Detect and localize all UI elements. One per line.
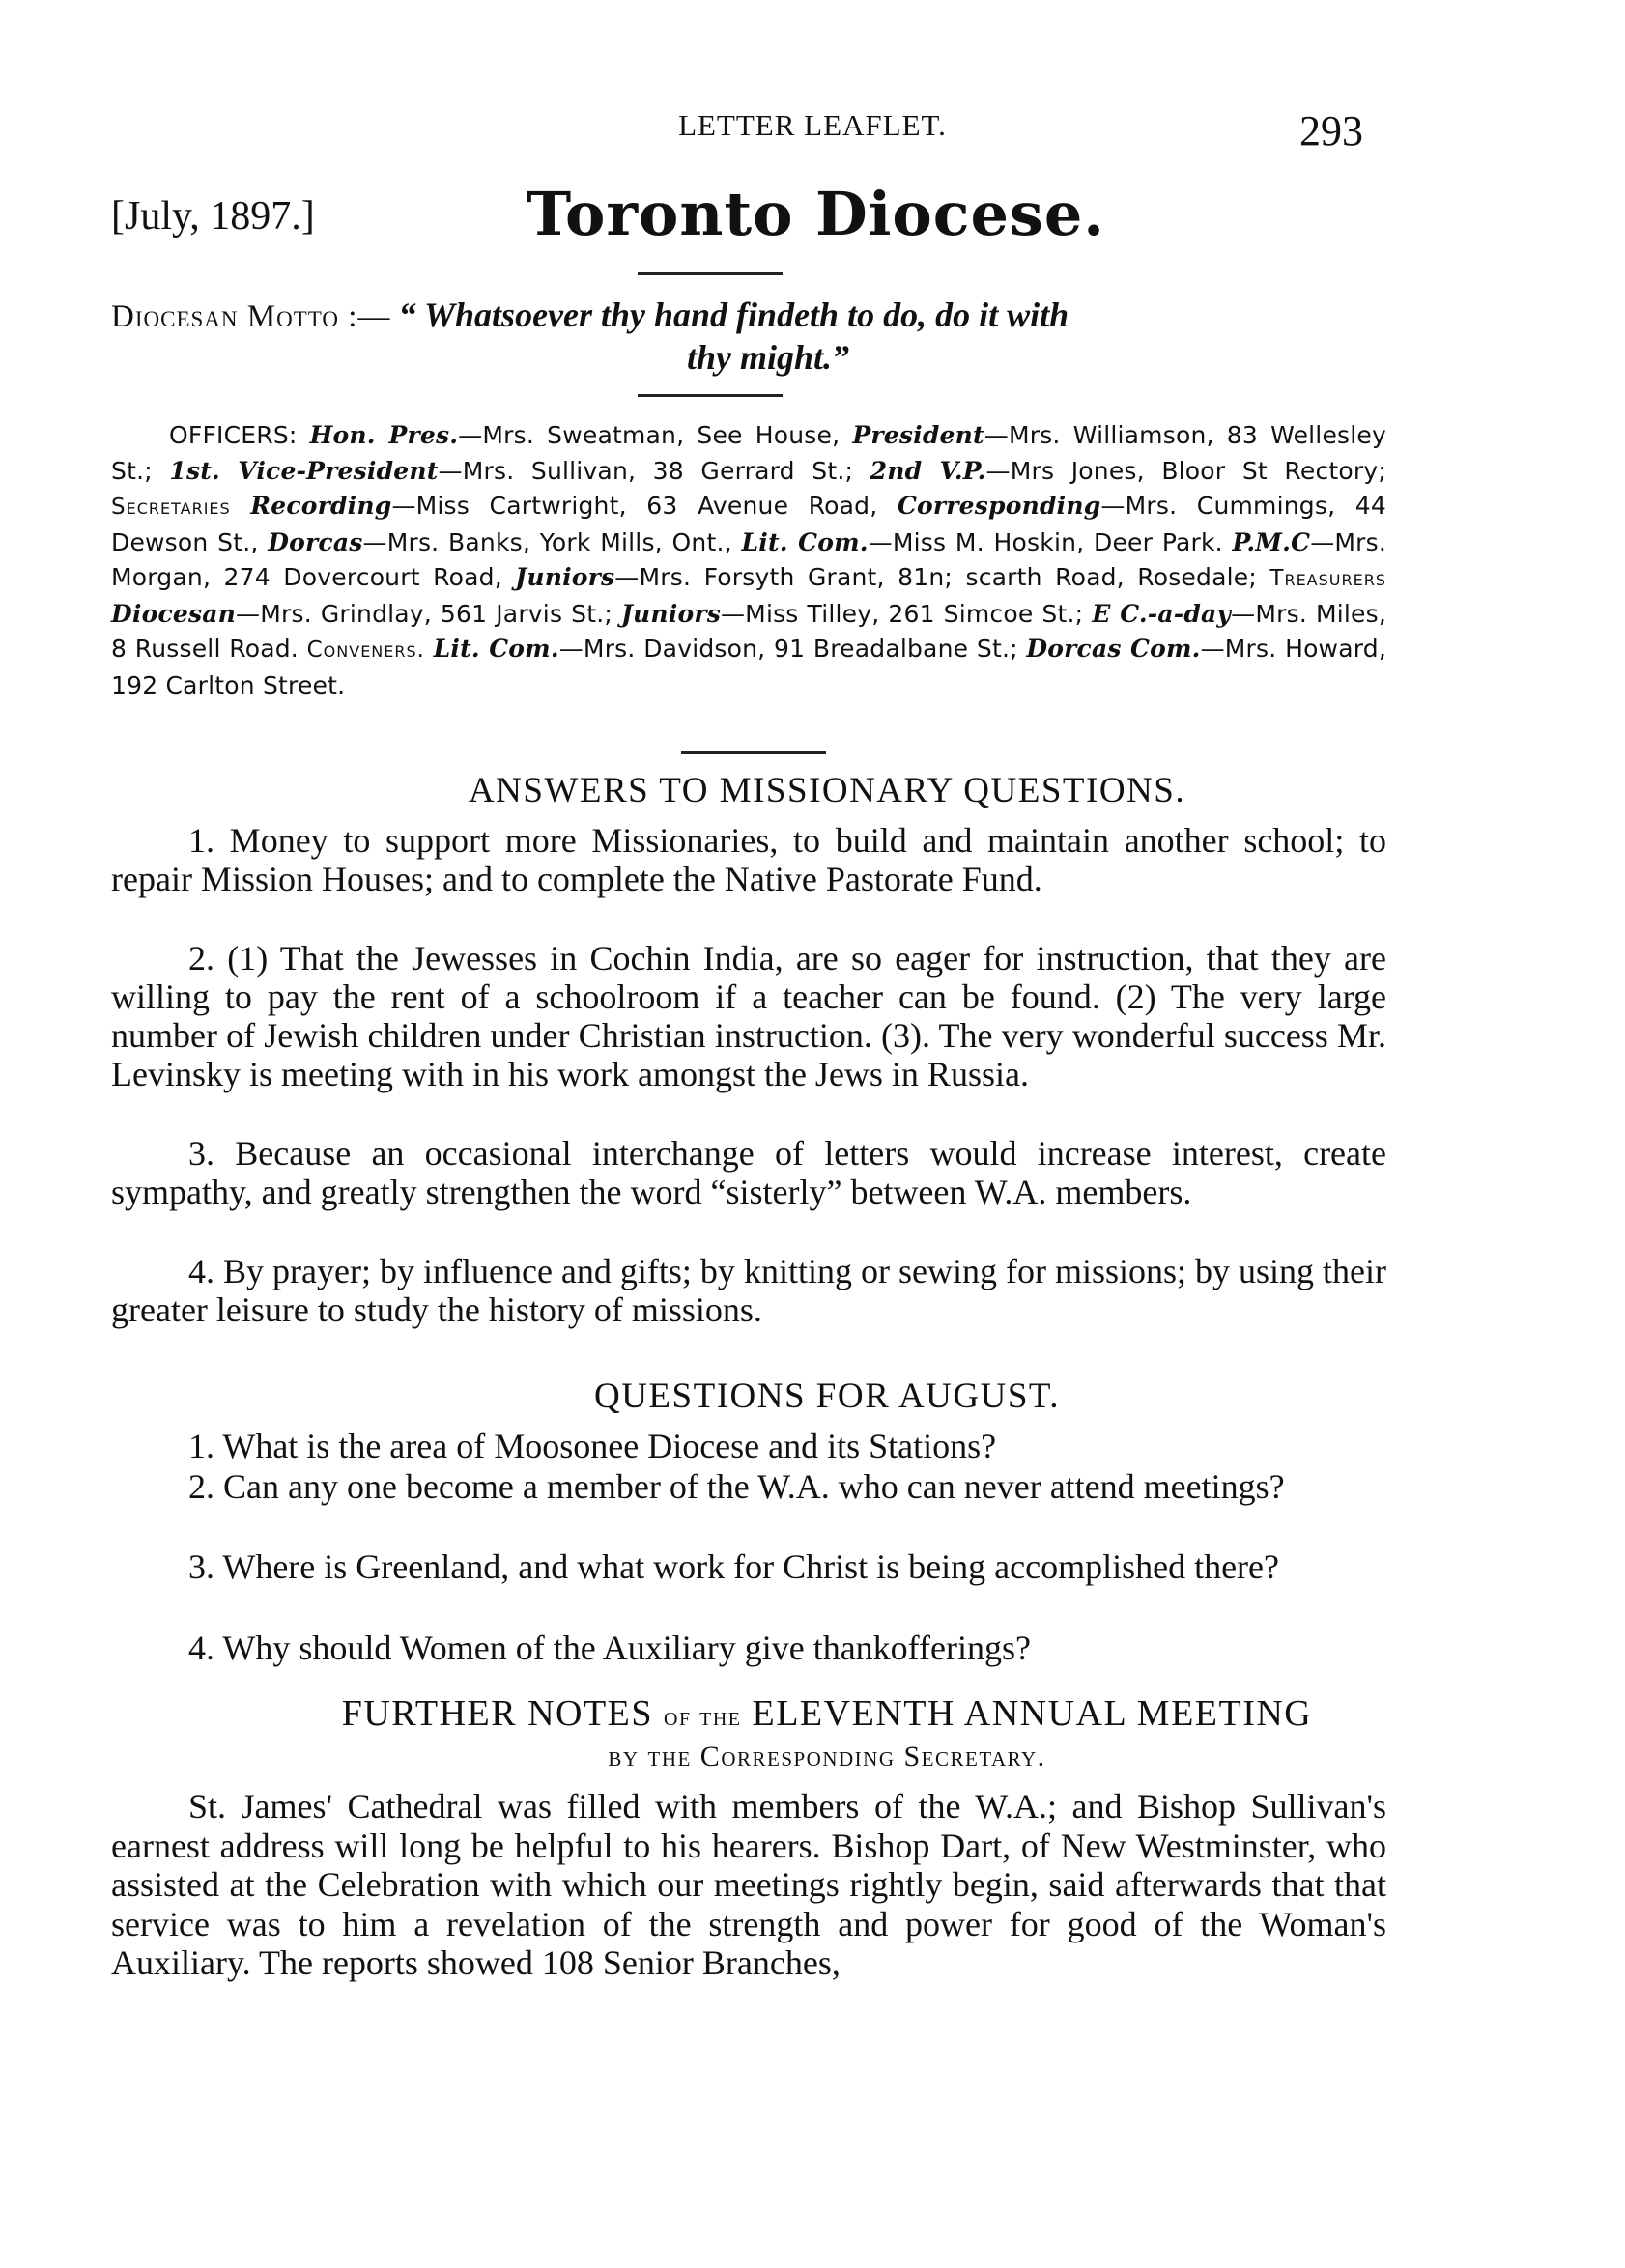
answer-item: 3. Because an occasional interchange of letters would increase interest, create sympathy, and greatly strengthen the word “sisterly” between W.A. members. bbox=[111, 1134, 1386, 1211]
notes-heading bbox=[0, 1692, 1625, 1735]
notes-body bbox=[111, 1787, 1386, 1983]
divider bbox=[638, 394, 783, 397]
issue-date: [July, 1897.] bbox=[111, 194, 315, 239]
officer-role: Dorcas bbox=[268, 527, 363, 556]
officer-name: —Mrs. Forsyth Grant, 81n; scarth Road, Rosedale; bbox=[614, 563, 1257, 591]
notes-heading-part: FURTHER NOTES bbox=[341, 1693, 654, 1734]
officer-name: —Mrs. Davidson, 91 Breadalbane St.; bbox=[558, 635, 1018, 663]
notes-heading-part: of the bbox=[664, 1702, 742, 1732]
officer-role: Lit. Com. bbox=[741, 527, 869, 556]
officer-name: —Miss Tilley, 261 Simcoe St.; bbox=[720, 599, 1084, 628]
officer-name: —Mrs. Banks, York Mills, Ont., bbox=[362, 527, 732, 556]
officer-name: —Mrs. Williamson, 83 Wellesley St.; bbox=[111, 421, 1386, 485]
officer-name: —Mrs Jones, Bloor St Rectory; bbox=[985, 456, 1386, 485]
officer-name: —Mrs. Grindlay, 561 Jarvis St.; bbox=[236, 599, 613, 628]
officer-role: E C.-a-day bbox=[1092, 599, 1232, 628]
officer-group: Conveners. bbox=[306, 638, 425, 663]
officer-name: —Mrs. Cummings, 44 Dewson St., bbox=[111, 492, 1386, 556]
officer-role: Hon. Pres. bbox=[309, 421, 459, 449]
notes-heading-part: ELEVENTH ANNUAL MEETING bbox=[752, 1693, 1313, 1734]
officers-label: OFFICERS: bbox=[169, 421, 298, 449]
officer-role: Recording bbox=[250, 492, 392, 520]
page-number: 293 bbox=[1299, 107, 1363, 155]
question-item: 3. Where is Greenland, and what work for Christ is being accomplished there? bbox=[188, 1547, 1279, 1586]
question-item: 4. Why should Women of the Auxiliary give thankofferings? bbox=[188, 1629, 1031, 1667]
officer-role: 2nd V.P. bbox=[870, 456, 986, 485]
motto-text-line2: thy might.” bbox=[686, 338, 850, 377]
divider bbox=[681, 751, 826, 754]
officer-name: —Mrs. Sweatman, See House, bbox=[458, 421, 841, 449]
officer-name: —Miss Cartwright, 63 Avenue Road, bbox=[391, 492, 878, 520]
question-item: 1. What is the area of Moosonee Diocese and its Stations? bbox=[188, 1427, 997, 1465]
officer-role: P.M.C bbox=[1232, 527, 1311, 556]
diocesan-motto bbox=[111, 295, 1386, 380]
officer-role: Juniors bbox=[620, 599, 721, 628]
officer-role: Diocesan bbox=[111, 599, 237, 628]
motto-text-line1: “ Whatsoever thy hand findeth to do, do it with bbox=[398, 296, 1069, 334]
running-title: LETTER LEAFLET. bbox=[678, 108, 947, 142]
officer-name: —Mrs. Howard, 192 Carlton Street. bbox=[111, 635, 1386, 699]
officer-role: Corresponding bbox=[897, 492, 1101, 520]
officer-group: Treasurers bbox=[1269, 566, 1386, 591]
officers-list bbox=[111, 418, 1386, 703]
officer-role: Lit. Com. bbox=[433, 635, 559, 663]
officer-name: —Mrs. Sullivan, 38 Gerrard St.; bbox=[438, 456, 854, 485]
page-title: Toronto Diocese. bbox=[527, 179, 1105, 249]
officer-name: —Miss M. Hoskin, Deer Park. bbox=[868, 527, 1223, 556]
officer-role: Dorcas Com. bbox=[1026, 635, 1201, 663]
officer-role: President bbox=[852, 421, 984, 449]
motto-label: Diocesan Motto :— bbox=[111, 299, 391, 334]
officer-role: Juniors bbox=[515, 563, 615, 591]
questions-heading: QUESTIONS FOR AUGUST. bbox=[593, 1376, 1061, 1416]
question-item: 2. Can any one become a member of the W.A. who can never attend meetings? bbox=[188, 1467, 1285, 1506]
officer-role: 1st. Vice-President bbox=[169, 456, 439, 485]
answer-item: 1. Money to support more Missionaries, to build and maintain another school; to repair Mission Houses; and to complete the Native Pastorate Fund. bbox=[111, 821, 1386, 898]
notes-paragraph: St. James' Cathedral was filled with members of the W.A.; and Bishop Sullivan's earnest address will long be helpful to his hearers. Bishop Dart, of New Westminster, who assisted at the Celebration with which our meetings rightly begin, said afterwards that that service was to him a revelation of the strength and power for good of the Woman's Auxiliary. The reports showed 108 Senior Branches, bbox=[111, 1787, 1386, 1982]
answer-item: 4. By prayer; by influence and gifts; by knitting or sewing for missions; by using their greater leisure to study the history of missions. bbox=[111, 1252, 1386, 1329]
answers-heading: ANSWERS TO MISSIONARY QUESTIONS. bbox=[468, 771, 1186, 810]
officer-group: Secretaries bbox=[111, 495, 231, 520]
divider bbox=[638, 272, 783, 275]
officer-name: —Mrs. Miles, 8 Russell Road. bbox=[111, 599, 1386, 663]
answer-item: 2. (1) That the Jewesses in Cochin India, are so eager for instruction, that they are willing to pay the rent of a schoolroom if a teacher can be found. (2) The very large number of Jewish children under Christian instruction. (3). The very wonderful success Mr. Levinsky is meeting with in his work amongst the Jews in Russia. bbox=[111, 939, 1386, 1093]
notes-byline: by the Corresponding Secretary. bbox=[608, 1741, 1046, 1772]
officer-name: —Mrs. Morgan, 274 Dovercourt Road, bbox=[111, 527, 1387, 591]
